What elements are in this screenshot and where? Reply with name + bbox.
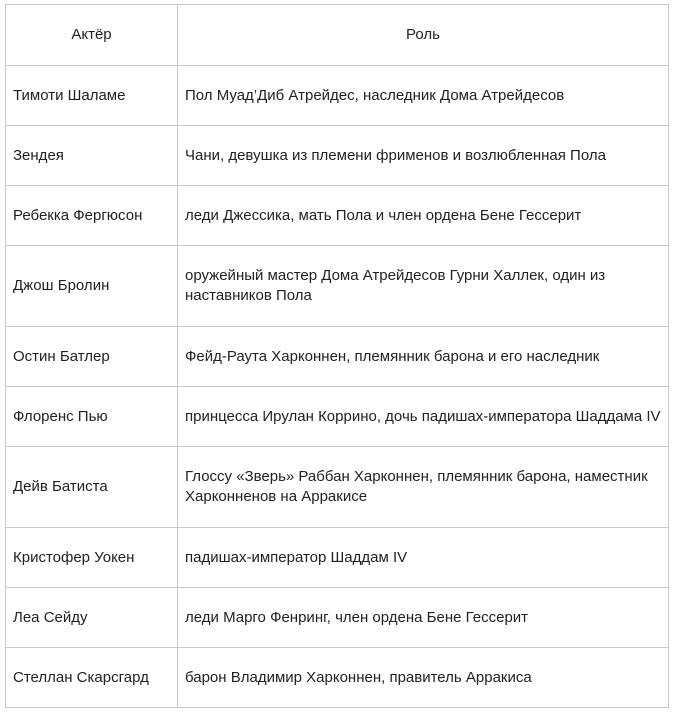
cell-actor: Стеллан Скарсгард [6,648,178,708]
cell-actor: Флоренс Пью [6,387,178,447]
table-row [6,588,669,648]
cell-role: оружейный мастер Дома Атрейдесов Гурни Халлек, один из наставников Пола [178,246,669,327]
cell-role: падишах-император Шаддам IV [178,528,669,588]
table-row [6,246,669,327]
cell-role: Чани, девушка из племени фрименов и возлюбленная Пола [178,126,669,186]
cell-role: Пол Муад’Диб Атрейдес, наследник Дома Атрейдесов [178,66,669,126]
table-row [6,528,669,588]
table-row [6,648,669,708]
cell-role: барон Владимир Харконнен, правитель Арракиса [178,648,669,708]
cast-table [5,4,669,708]
table-row [6,186,669,246]
table-row [6,66,669,126]
cell-actor: Остин Батлер [6,327,178,387]
header-role: Роль [178,5,669,66]
cell-role: принцесса Ирулан Коррино, дочь падишах-императора Шаддама IV [178,387,669,447]
table-header-row [6,5,669,66]
cell-role: Глоссу «Зверь» Раббан Харконнен, племянник барона, наместник Харконненов на Арракисе [178,447,669,528]
cell-actor: Зендея [6,126,178,186]
table-row [6,126,669,186]
table-row [6,447,669,528]
cell-actor: Кристофер Уокен [6,528,178,588]
cell-actor: Джош Бролин [6,246,178,327]
cell-actor: Дейв Батиста [6,447,178,528]
cell-actor: Леа Сейду [6,588,178,648]
table-row [6,387,669,447]
cell-role: Фейд-Раута Харконнен, племянник барона и его наследник [178,327,669,387]
cell-actor: Тимоти Шаламе [6,66,178,126]
table-row [6,327,669,387]
header-actor: Актёр [6,5,178,66]
cell-role: леди Марго Фенринг, член ордена Бене Гессерит [178,588,669,648]
cell-actor: Ребекка Фергюсон [6,186,178,246]
cell-role: леди Джессика, мать Пола и член ордена Бене Гессерит [178,186,669,246]
